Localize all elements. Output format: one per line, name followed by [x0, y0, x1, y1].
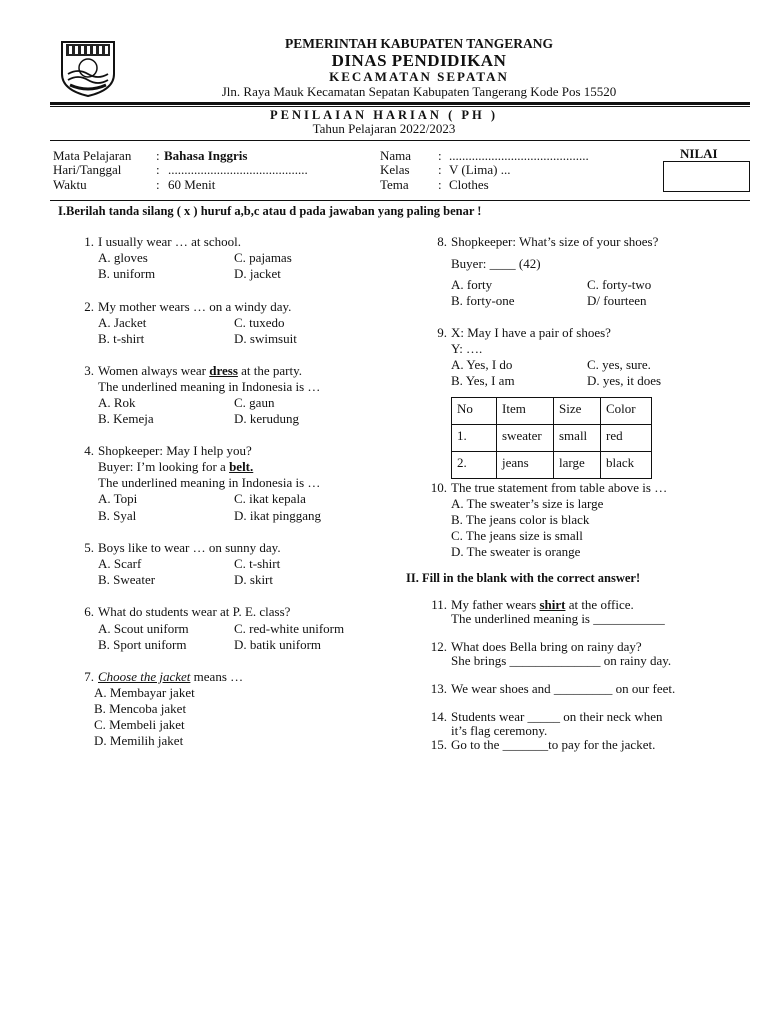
option-d[interactable]: D. jacket	[234, 266, 281, 281]
info-name-label: Nama	[380, 148, 412, 163]
question-prompt: The underlined meaning in Indonesia is …	[98, 475, 321, 490]
option-b[interactable]: B. Sport uniform	[98, 637, 187, 652]
question-number: 5.	[84, 540, 94, 555]
option-c[interactable]: C. yes, sure.	[587, 357, 651, 372]
question-number: 10.	[430, 480, 447, 495]
table-cell: 2.	[452, 452, 497, 479]
table-cell: sweater	[497, 425, 554, 452]
header-department: DINAS PENDIDIKAN	[331, 51, 507, 70]
info-bottom-divider	[50, 200, 750, 201]
fill-blank-line[interactable]: Go to the _______to pay for the jacket.	[451, 737, 656, 752]
option-d[interactable]: D/ fourteen	[587, 293, 647, 308]
header-divider-thin	[50, 106, 750, 107]
question-number: 11.	[431, 597, 447, 612]
exam-title: PENILAIAN HARIAN ( PH )	[269, 108, 499, 122]
question-dialog: Buyer: ____ (42)	[451, 256, 541, 271]
fill-blank-line[interactable]: The underlined meaning is ___________	[451, 611, 665, 626]
score-box[interactable]	[663, 161, 750, 192]
question-text: Shopkeeper: What’s size of your shoes?	[451, 234, 659, 249]
question-text: Boys like to wear … on sunny day.	[98, 540, 281, 555]
section1-instruction: I.Berilah tanda silang ( x ) huruf a,b,c atau d pada jawaban yang paling benar !	[58, 204, 482, 218]
option-c[interactable]: C. pajamas	[234, 250, 292, 265]
underlined-word: shirt	[539, 597, 566, 612]
question-dialog: Buyer: I’m looking for a belt.	[98, 459, 254, 474]
table-cell: black	[601, 452, 652, 479]
info-subject-value: Bahasa Inggris	[164, 148, 248, 163]
academic-year: Tahun Pelajaran 2022/2023	[312, 121, 456, 136]
fill-blank-line[interactable]: Students wear _____ on their neck when	[451, 709, 663, 724]
info-theme-label: Tema	[380, 177, 409, 192]
question-text: Choose the jacket means …	[98, 669, 244, 684]
option-a[interactable]: A. Scout uniform	[98, 621, 189, 636]
score-label: NILAI	[680, 146, 718, 161]
option-a[interactable]: A. Rok	[98, 395, 136, 410]
info-date-label: Hari/Tanggal	[53, 162, 122, 177]
option-c[interactable]: C. Membeli jaket	[94, 717, 185, 732]
option-d[interactable]: D. The sweater is orange	[451, 544, 581, 559]
option-d[interactable]: D. ikat pinggang	[234, 508, 322, 523]
question-number: 12.	[430, 639, 447, 654]
question-text: The true statement from table above is …	[451, 480, 668, 495]
underlined-word: belt.	[229, 459, 254, 474]
table-row	[452, 425, 652, 452]
option-a[interactable]: A. Jacket	[98, 315, 147, 330]
question-number: 6.	[84, 604, 94, 619]
question-number: 15.	[430, 737, 447, 752]
info-theme-colon: :	[438, 177, 442, 192]
header-government: PEMERINTAH KABUPATEN TANGERANG	[284, 36, 554, 51]
option-b[interactable]: B. The jeans color is black	[451, 512, 590, 527]
question-text: My father wears shirt at the office.	[451, 597, 634, 612]
table-header: Color	[601, 398, 652, 425]
question-number: 2.	[84, 299, 94, 314]
option-b[interactable]: B. Sweater	[98, 572, 156, 587]
info-class-colon: :	[438, 162, 442, 177]
question-number: 1.	[84, 234, 94, 249]
header-divider-thick	[50, 102, 750, 105]
underlined-phrase: Choose the jacket	[98, 669, 191, 684]
option-a[interactable]: A. Topi	[98, 491, 138, 506]
table-cell: small	[554, 425, 601, 452]
info-name-colon: :	[438, 148, 442, 163]
option-a[interactable]: A. forty	[451, 277, 493, 292]
question-number: 8.	[437, 234, 447, 249]
option-b[interactable]: B. Yes, I am	[451, 373, 515, 388]
question-text-continued: it’s flag ceremony.	[451, 723, 548, 738]
question-text: What does Bella bring on rainy day?	[451, 639, 642, 654]
table-cell: 1.	[452, 425, 497, 452]
question-text: What do students wear at P. E. class?	[98, 604, 291, 619]
question-text: X: May I have a pair of shoes?	[451, 325, 611, 340]
info-time-label: Waktu	[53, 177, 87, 192]
fill-blank-line[interactable]: We wear shoes and _________ on our feet.	[451, 681, 676, 696]
info-subject-colon: :	[156, 148, 160, 163]
option-b[interactable]: B. Kemeja	[98, 411, 154, 426]
question-number: 3.	[84, 363, 94, 378]
question-number: 9.	[437, 325, 447, 340]
question-prompt: The underlined meaning in Indonesia is …	[98, 379, 321, 394]
info-subject-label: Mata Pelajaran	[53, 148, 132, 163]
option-d[interactable]: D. batik uniform	[234, 637, 322, 652]
table-cell: jeans	[497, 452, 554, 479]
info-date-value[interactable]: ...........................................	[168, 162, 308, 177]
option-d[interactable]: D. Memilih jaket	[94, 733, 184, 748]
question-number: 4.	[84, 443, 94, 458]
section2-instruction: II. Fill in the blank with the correct answer!	[406, 571, 641, 585]
option-a[interactable]: A. gloves	[98, 250, 148, 265]
question-dialog: Y: ….	[451, 341, 483, 356]
option-d[interactable]: D. skirt	[234, 572, 273, 587]
header-district: KECAMATAN SEPATAN	[329, 69, 509, 84]
option-c[interactable]: C. gaun	[234, 395, 275, 410]
option-c[interactable]: C. The jeans size is small	[451, 528, 583, 543]
header-address: Jln. Raya Mauk Kecamatan Sepatan Kabupaten Tangerang Kode Pos 15520	[221, 84, 617, 99]
option-b[interactable]: B. forty-one	[451, 293, 515, 308]
option-c[interactable]: C. forty-two	[587, 277, 652, 292]
option-d[interactable]: D. kerudung	[234, 411, 299, 426]
info-date-colon: :	[156, 162, 160, 177]
option-a[interactable]: A. Scarf	[98, 556, 142, 571]
info-class-value: V (Lima) ...	[449, 162, 511, 177]
question-number: 14.	[430, 709, 447, 724]
table-header: No	[452, 398, 497, 425]
question-number: 7.	[84, 669, 94, 684]
option-d[interactable]: D. swimsuit	[234, 331, 297, 346]
option-c[interactable]: C. t-shirt	[234, 556, 281, 571]
info-time-value: 60 Menit	[168, 177, 216, 192]
info-top-divider	[50, 140, 750, 141]
question-number: 13.	[430, 681, 447, 696]
question-text: My mother wears … on a windy day.	[98, 299, 292, 314]
clothes-table	[451, 397, 652, 479]
underlined-word: dress	[209, 363, 238, 378]
option-c[interactable]: C. tuxedo	[234, 315, 285, 330]
table-row	[452, 452, 652, 479]
option-c[interactable]: C. red-white uniform	[234, 621, 345, 636]
option-b[interactable]: B. Syal	[98, 508, 137, 523]
option-a[interactable]: A. Membayar jaket	[94, 685, 195, 700]
question-text: I usually wear … at school.	[98, 234, 241, 249]
table-header-row	[452, 398, 652, 425]
table-cell: red	[601, 425, 652, 452]
question-text: Shopkeeper: May I help you?	[98, 443, 252, 458]
info-class-label: Kelas	[380, 162, 410, 177]
question-text: Women always wear dress at the party.	[98, 363, 303, 378]
option-a[interactable]: A. Yes, I do	[451, 357, 513, 372]
option-d[interactable]: D. yes, it does	[587, 373, 662, 388]
option-b[interactable]: B. Mencoba jaket	[94, 701, 187, 716]
option-a[interactable]: A. The sweater’s size is large	[451, 496, 604, 511]
table-header: Item	[497, 398, 554, 425]
option-b[interactable]: B. uniform	[98, 266, 156, 281]
option-c[interactable]: C. ikat kepala	[234, 491, 306, 506]
table-header: Size	[554, 398, 601, 425]
info-time-colon: :	[156, 177, 160, 192]
info-theme-value: Clothes	[449, 177, 489, 192]
option-b[interactable]: B. t-shirt	[98, 331, 145, 346]
info-name-value[interactable]: ...........................................	[449, 148, 589, 163]
fill-blank-line[interactable]: She brings ______________ on rainy day.	[451, 653, 672, 668]
table-cell: large	[554, 452, 601, 479]
